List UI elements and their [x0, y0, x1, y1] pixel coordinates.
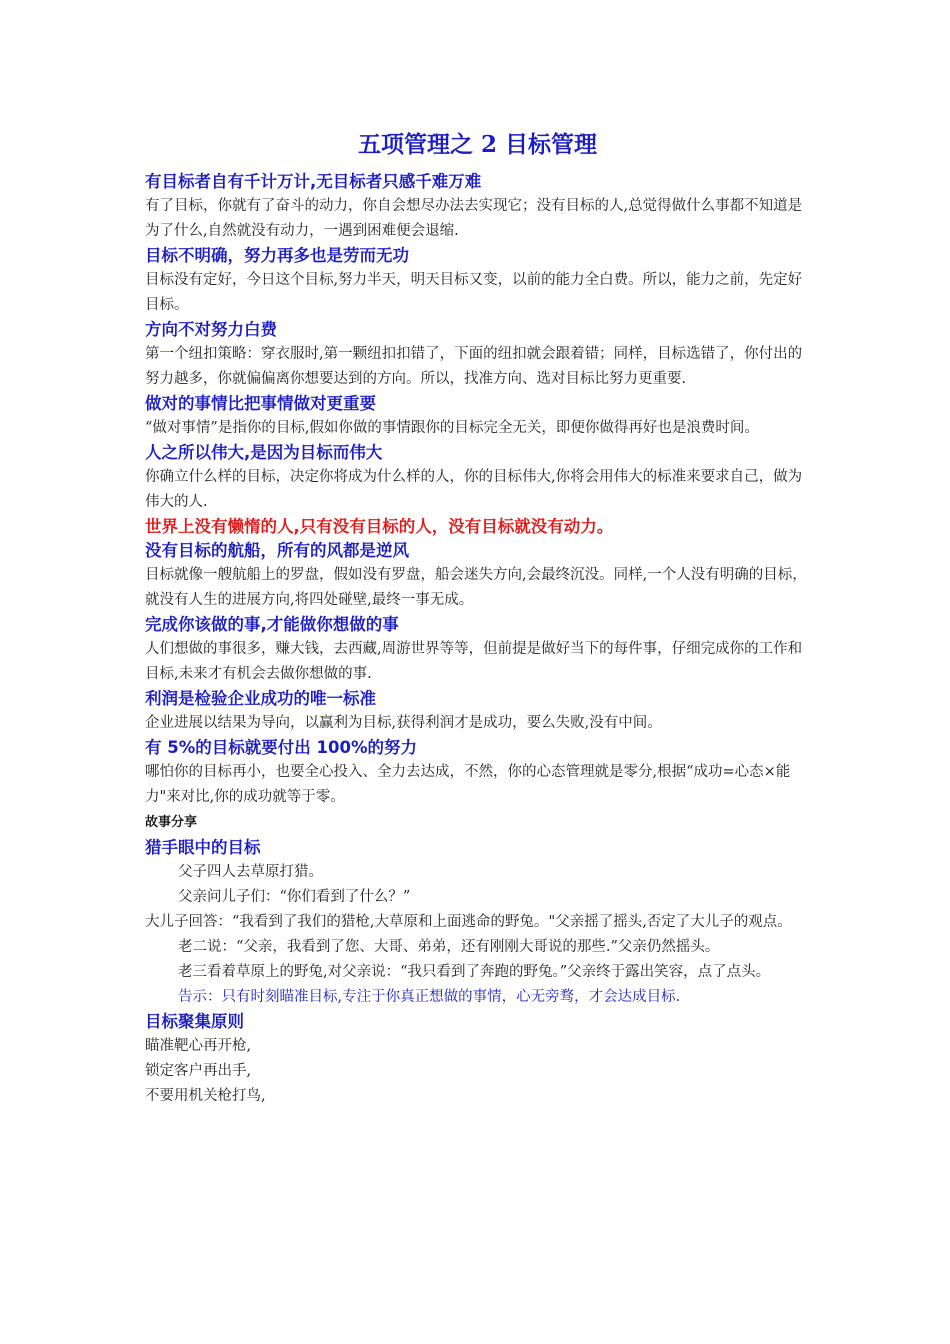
section-heading: 目标不明确，努力再多也是劳而无功	[145, 246, 409, 265]
section-2	[145, 244, 810, 318]
story-section	[145, 810, 810, 1010]
principle-line: 锁定客户再出手,	[145, 1063, 252, 1079]
section-heading: 人之所以伟大,是因为目标而伟大	[145, 443, 383, 462]
principle-line: 不要用机关枪打鸟,	[145, 1088, 266, 1104]
section-body: 哪怕你的目标再小，也要全心投入、全力去达成，不然，你的心态管理就是零分,根据“成功=心态×能力"来对比,你的成功就等于零。	[145, 764, 791, 805]
section-heading: 做对的事情比把事情做对更重要	[145, 394, 376, 413]
section-body: 目标就像一艘航船上的罗盘，假如没有罗盘，船会迷失方向,会最终沉没。同样,一个人没有明确的目标，就没有人生的进展方向,将四处碰壁,最终一事无成。	[145, 567, 807, 608]
story-paragraph: 老三看着草原上的野兔,对父亲说：“我只看到了奔跑的野兔。”父亲终于露出笑容，点了点头。	[178, 964, 771, 980]
section-1	[145, 170, 810, 244]
section-heading: 方向不对努力白费	[145, 320, 277, 339]
story-paragraph: 大儿子回答：“我看到了我们的猎枪,大草原和上面逃命的野兔。"父亲摇了摇头,否定了大儿子的观点。	[145, 914, 792, 930]
story-paragraph: 父亲问儿子们：“你们看到了什么？”	[178, 889, 411, 905]
section-body: “做对事情”是指你的目标,假如你做的事情跟你的目标完全无关，即便你做得再好也是浪费时间。	[145, 420, 759, 436]
story-paragraph: 老二说：“父亲，我看到了您、大哥、弟弟，还有刚刚大哥说的那些.”父亲仍然摇头。	[178, 939, 720, 955]
section-4	[145, 392, 810, 441]
section-body: 第一个纽扣策略：穿衣服时,第一颗纽扣扣错了，下面的纽扣就会跟着错；同样，目标选错了，你付出的努力越多，你就偏偏离你想要达到的方向。所以，找准方向、选对目标比努力更重要.	[145, 346, 803, 387]
story-moral: 告示：只有时刻瞄准目标,专注于你真正想做的事情，心无旁骛，才会达成目标.	[178, 989, 681, 1005]
section-8	[145, 613, 810, 687]
document-page	[145, 130, 810, 1109]
section-body: 人们想做的事很多，赚大钱，去西藏,周游世界等等，但前提是做好当下的每件事，仔细完成你的工作和目标,未来才有机会去做你想做的事.	[145, 641, 803, 682]
page-title: 五项管理之 2 目标管理	[357, 131, 598, 158]
section-body: 有了目标，你就有了奋斗的动力，你自会想尽办法去实现它；没有目标的人,总觉得做什么事都不知道是为了什么,自然就没有动力，一遇到困难便会退缩.	[145, 198, 803, 239]
section-5	[145, 441, 810, 515]
principles-section	[145, 1010, 810, 1109]
section-heading: 有 5%的目标就要付出 100%的努力	[145, 738, 417, 757]
story-label: 故事分享	[145, 815, 198, 830]
section-10	[145, 736, 810, 810]
section-body: 你确立什么样的目标，决定你将成为什么样的人，你的目标伟大,你将会用伟大的标准来要求自己，做为伟大的人.	[145, 469, 803, 510]
principles-title: 目标聚集原则	[145, 1012, 244, 1031]
principle-line: 瞄准靶心再开枪,	[145, 1038, 252, 1054]
highlight-heading: 世界上没有懒惰的人,只有没有目标的人，没有目标就没有动力。	[145, 517, 614, 536]
section-3	[145, 318, 810, 392]
story-paragraph: 父子四人去草原打猎。	[178, 864, 323, 880]
section-heading: 利润是检验企业成功的唯一标准	[145, 689, 376, 708]
section-body: 目标没有定好，今日这个目标,努力半天，明天目标又变，以前的能力全白费。所以，能力之前，先定好目标。	[145, 272, 803, 313]
section-heading: 完成你该做的事,才能做你想做的事	[145, 615, 399, 634]
section-9	[145, 687, 810, 736]
section-7	[145, 539, 810, 613]
section-heading: 有目标者自有千计万计,无目标者只感千难万难	[145, 172, 482, 191]
section-heading: 没有目标的航船，所有的风都是逆风	[145, 541, 409, 560]
section-6	[145, 515, 810, 539]
section-body: 企业进展以结果为导向，以赢利为目标,获得利润才是成功，要么失败,没有中间。	[145, 715, 662, 731]
story-title: 猎手眼中的目标	[145, 838, 261, 857]
